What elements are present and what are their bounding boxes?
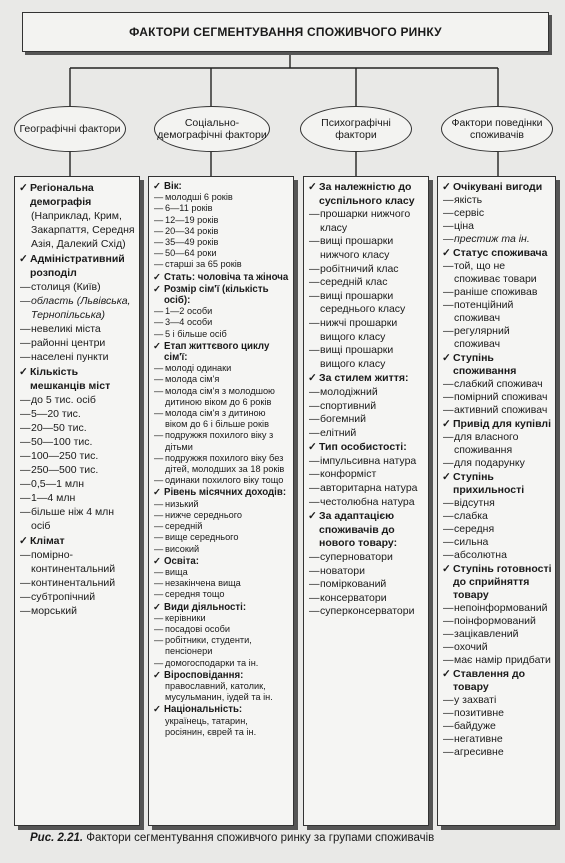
factor-item: — прошарки нижчого класу: [308, 208, 425, 235]
factor-heading-text: Рівень місячних доходів:: [164, 487, 287, 499]
factor-item: — негативне: [442, 733, 552, 746]
factor-heading: [153, 602, 290, 613]
factor-item: — молода сім'я з молодшою дитиною віком до 6 років: [153, 386, 290, 408]
factor-item: — слабка: [442, 510, 552, 523]
caption-text: Фактори сегментування споживчого ринку за групами споживачів: [86, 832, 435, 844]
factor-item: — престиж та ін.: [442, 233, 552, 246]
factor-heading: [153, 284, 290, 306]
factor-item: — потенційний споживач: [442, 299, 552, 325]
factor-item: — богемний: [308, 413, 425, 427]
check-icon: ✓: [153, 704, 162, 716]
factor-item: — середня тощо: [153, 589, 290, 600]
factor-heading: [308, 181, 425, 208]
factor-item: — молодші 6 років: [153, 192, 290, 203]
check-icon: ✓: [442, 471, 451, 483]
factor-item: — слабкий споживач: [442, 378, 552, 391]
factor-item: — 0,5—1 млн: [19, 477, 136, 491]
factor-item: — вищі прошарки нижчого класу: [308, 235, 425, 262]
factor-heading: [442, 247, 552, 260]
factor-item: — робітники, студенти, пенсіонери: [153, 635, 290, 657]
factor-item: — честолюбна натура: [308, 496, 425, 510]
factor-heading-text: Кількість мешканців міст: [30, 366, 111, 392]
check-icon: ✓: [308, 181, 317, 193]
factor-item: — має намір придбати: [442, 654, 552, 667]
factor-item: — керівники: [153, 613, 290, 624]
oval-behavioral: [441, 106, 553, 152]
factor-item: — для власного споживання: [442, 431, 552, 457]
factor-item: — якість: [442, 194, 552, 207]
factor-note: (Наприклад, Крим, Закарпаття, Середня Азія, Далекий Схід): [31, 210, 135, 250]
factor-item: — старші за 65 років: [153, 259, 290, 270]
factor-item: — середній: [153, 521, 290, 532]
factor-heading-text: Віросповідання:: [164, 669, 244, 681]
factor-item: — помірний споживач: [442, 391, 552, 404]
factor-heading-text: Очікувані вигоди: [453, 181, 543, 193]
factor-item: — для подарунку: [442, 457, 552, 470]
factor-heading-text: Розмір сім'ї (кількість осіб):: [164, 283, 269, 307]
oval-label: Психографічні фактори: [321, 117, 391, 141]
factor-item: — конформіст: [308, 468, 425, 482]
check-icon: ✓: [308, 510, 317, 523]
factor-heading-text: Ступінь споживання: [453, 352, 517, 377]
factor-item: — домогосподарки та ін.: [153, 658, 290, 669]
factor-heading: [308, 510, 425, 551]
column-behavioral: [437, 176, 556, 826]
factor-item: — раніше споживав: [442, 286, 552, 299]
caption-number: Рис. 2.21.: [30, 832, 84, 844]
factor-item: — середній клас: [308, 276, 425, 290]
factor-item: — молоді одинаки: [153, 363, 290, 374]
factor-heading: [153, 272, 290, 283]
factor-item: — низький: [153, 499, 290, 510]
factor-item: — вищі прошарки вищого класу: [308, 344, 425, 371]
factor-item: — нижче середнього: [153, 510, 290, 521]
factor-item: — більше ніж 4 млн осіб: [19, 505, 136, 533]
factor-item: — 12—19 років: [153, 215, 290, 226]
factor-item: — непоінформований: [442, 602, 552, 615]
factor-item: — спортивний: [308, 400, 425, 414]
check-icon: ✓: [153, 271, 162, 283]
column-socio-demographic: [148, 176, 294, 826]
factor-note: православний, католик, мусульманин, іудей та ін.: [165, 680, 273, 703]
check-icon: ✓: [442, 668, 451, 680]
factor-heading-text: Національність:: [164, 704, 243, 716]
factor-item: — морський: [19, 604, 136, 618]
factor-item: — поінформований: [442, 615, 552, 628]
factor-item: — 3—4 особи: [153, 317, 290, 328]
factor-item: — 1—4 млн: [19, 491, 136, 505]
factor-heading: [308, 441, 425, 455]
check-icon: ✓: [442, 181, 451, 193]
factor-item: — 50—64 роки: [153, 248, 290, 259]
oval-geographic: [14, 106, 126, 152]
factor-item: — посадові особи: [153, 624, 290, 635]
factor-item: — 5—20 тис.: [19, 407, 136, 421]
factor-item: — суперноватори: [308, 551, 425, 565]
factor-item: — вища: [153, 567, 290, 578]
factor-heading: [19, 365, 136, 393]
factor-heading-text: Види діяльності:: [164, 601, 247, 613]
factor-heading-text: Стать: чоловіча та жіноча: [164, 271, 289, 283]
factor-item: — зацікавлений: [442, 628, 552, 641]
factor-item: — нижчі прошарки вищого класу: [308, 317, 425, 344]
factor-item: — вище середнього: [153, 532, 290, 543]
factor-item: — помірно-континентальний: [19, 548, 136, 576]
factor-item: — активний споживач: [442, 404, 552, 417]
factor-item: — районні центри: [19, 336, 136, 350]
check-icon: ✓: [153, 669, 162, 681]
oval-label: Географічні фактори: [19, 123, 121, 135]
check-icon: ✓: [19, 182, 28, 194]
factor-heading-text: За адаптацією споживачів до нового товару:: [319, 510, 398, 550]
factor-item: — суперконсерватори: [308, 605, 425, 619]
factor-item: — невеликі міста: [19, 322, 136, 336]
factor-heading-text: За належністю до суспільного класу: [319, 181, 415, 207]
factor-heading-text: Адміністративний розподіл: [30, 253, 125, 279]
factor-heading-text: Ступінь прихильності: [453, 471, 525, 496]
factor-item: — ціна: [442, 220, 552, 233]
check-icon: ✓: [153, 601, 162, 613]
check-icon: ✓: [442, 418, 451, 430]
factor-heading: [442, 563, 552, 602]
check-icon: ✓: [19, 535, 28, 547]
factor-item: — область (Львівська, Тернопільська): [19, 294, 136, 322]
factor-item: — незакінчена вища: [153, 578, 290, 589]
factor-item: — 20—50 тис.: [19, 421, 136, 435]
factor-item: — молода сім'я: [153, 374, 290, 385]
check-icon: ✓: [19, 253, 28, 265]
factor-item: — консерватори: [308, 592, 425, 606]
factor-item: — відсутня: [442, 497, 552, 510]
factor-item: — охочий: [442, 641, 552, 654]
check-icon: ✓: [308, 372, 317, 385]
oval-label: Соціально-демографічні фактори: [157, 117, 267, 141]
factor-heading: [308, 372, 425, 386]
factor-heading: [153, 556, 290, 567]
factor-item: — агресивне: [442, 746, 552, 759]
factor-heading-text: Ступінь готовності до сприйняття товару: [453, 563, 552, 601]
column-geographic: [14, 176, 140, 826]
factor-heading: [19, 534, 136, 548]
factor-item: — позитивне: [442, 707, 552, 720]
factor-heading: [442, 418, 552, 431]
factor-heading: [153, 487, 290, 498]
factor-item: — новатори: [308, 565, 425, 579]
factor-item: — населені пункти: [19, 350, 136, 364]
factor-heading: [19, 181, 136, 209]
factor-heading: [442, 668, 552, 694]
factor-heading-text: Освіта:: [164, 555, 199, 567]
factor-item: — байдуже: [442, 720, 552, 733]
factor-item: — континентальний: [19, 576, 136, 590]
factor-heading: [442, 352, 552, 378]
factor-item: — субтропічний: [19, 590, 136, 604]
factor-item: — абсолютна: [442, 549, 552, 562]
factor-item: — столиця (Київ): [19, 280, 136, 294]
check-icon: ✓: [442, 563, 451, 575]
oval-socio-demographic: [154, 106, 270, 152]
factor-item: — 100—250 тис.: [19, 449, 136, 463]
factor-item: — середня: [442, 523, 552, 536]
factor-item: — 6—11 років: [153, 203, 290, 214]
factor-item: — подружжя похилого віку з дітьми: [153, 430, 290, 452]
factor-item: — робітничий клас: [308, 263, 425, 277]
oval-psychographic: [300, 106, 412, 152]
figure-caption: [30, 832, 550, 844]
factor-heading: [153, 181, 290, 192]
factor-item: — той, що не споживає товари: [442, 260, 552, 286]
check-icon: ✓: [153, 181, 162, 192]
factor-item: — 50—100 тис.: [19, 435, 136, 449]
factor-heading-text: Статус споживача: [453, 247, 548, 259]
factor-item: — авторитарна натура: [308, 482, 425, 496]
check-icon: ✓: [308, 441, 317, 454]
check-icon: ✓: [19, 366, 28, 378]
factor-heading-text: Привід для купівлі: [453, 418, 552, 430]
factor-item: — до 5 тис. осіб: [19, 393, 136, 407]
factor-heading-text: Клімат: [30, 535, 65, 547]
check-icon: ✓: [153, 340, 162, 352]
check-icon: ✓: [153, 555, 162, 567]
factor-heading: [19, 252, 136, 280]
factor-heading-text: Вік:: [164, 181, 182, 192]
factor-heading: [153, 704, 290, 715]
factor-heading-text: Ставлення до товару: [453, 668, 526, 693]
factor-heading-text: Регіональна демографія: [30, 182, 94, 208]
factor-heading: [442, 471, 552, 497]
factor-heading: [153, 341, 290, 363]
factor-heading-text: Етап життєвого циклу сім'ї:: [164, 340, 270, 364]
factor-item: — 1—2 особи: [153, 306, 290, 317]
factor-item: — у захваті: [442, 694, 552, 707]
factor-item: — 250—500 тис.: [19, 463, 136, 477]
factor-note: українець, татарин, росіянин, єврей та ін.: [165, 715, 257, 737]
factor-item: — одинаки похилого віку тощо: [153, 475, 290, 486]
factor-item: — сервіс: [442, 207, 552, 220]
check-icon: ✓: [442, 352, 451, 364]
factor-heading-text: Тип особистості:: [319, 441, 407, 454]
factor-heading: [153, 670, 290, 681]
factor-item: — молодіжний: [308, 386, 425, 400]
column-psychographic: [303, 176, 429, 826]
check-icon: ✓: [153, 283, 162, 295]
factor-heading: [442, 181, 552, 194]
check-icon: ✓: [153, 487, 162, 499]
oval-label: Фактори поведінки споживачів: [451, 117, 543, 141]
diagram-title: ФАКТОРИ СЕГМЕНТУВАННЯ СПОЖИВЧОГО РИНКУ: [22, 12, 549, 52]
factor-item: — регулярний споживач: [442, 325, 552, 351]
factor-item: — сильна: [442, 536, 552, 549]
check-icon: ✓: [442, 247, 451, 259]
factor-heading-text: За стилем життя:: [319, 372, 409, 385]
factor-item: — вищі прошарки середнього класу: [308, 290, 425, 317]
factor-item: — 5 і більше осіб: [153, 329, 290, 340]
factor-item: — молода сім'я з дитиною віком до 6 і більше років: [153, 408, 290, 430]
factor-item: — 20—34 років: [153, 226, 290, 237]
factor-item: — елітний: [308, 427, 425, 441]
factor-item: — подружжя похилого віку без дітей, молодших за 18 років: [153, 453, 290, 475]
factor-item: — імпульсивна натура: [308, 455, 425, 469]
factor-item: — 35—49 років: [153, 237, 290, 248]
factor-item: — високий: [153, 544, 290, 555]
factor-item: — поміркований: [308, 578, 425, 592]
